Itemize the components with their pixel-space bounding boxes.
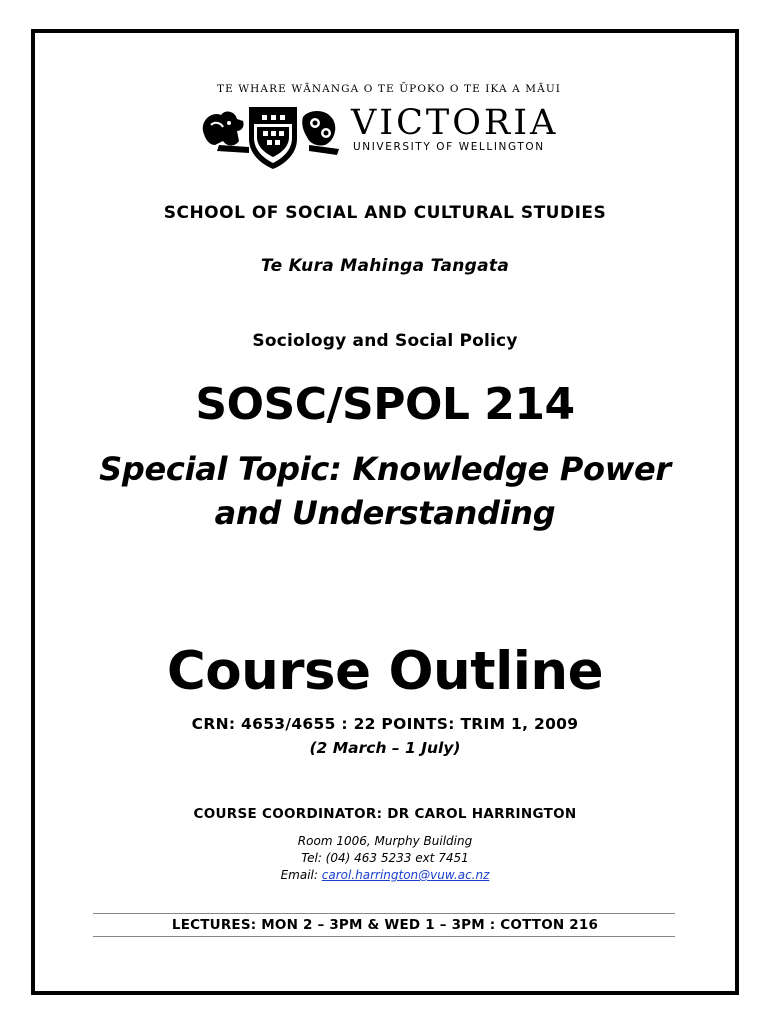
course-title-line2: and Understanding <box>214 494 556 532</box>
crn-line: CRN: 4653/4655 : 22 POINTS: TRIM 1, 2009 <box>191 715 579 733</box>
course-title <box>35 447 735 535</box>
programme-name: Sociology and Social Policy <box>252 331 518 351</box>
email-label: Email: <box>280 868 322 882</box>
coordinator-heading: COURSE COORDINATOR: DR CAROL HARRINGTON <box>193 806 577 822</box>
email-link[interactable]: carol.harrington@vuw.ac.nz <box>321 868 490 882</box>
school-name: SCHOOL OF SOCIAL AND CULTURAL STUDIES <box>163 203 607 223</box>
coordinator-contact <box>35 833 735 884</box>
coordinator-email-row <box>35 867 735 884</box>
course-dates: (2 March – 1 July) <box>309 739 461 757</box>
coordinator-room: Room 1006, Murphy Building <box>297 834 473 848</box>
university-crest-icon <box>199 101 347 171</box>
lectures-top-rule <box>93 913 675 914</box>
logo-tagline: TE WHARE WĀNANGA O TE ŪPOKO O TE IKA A MĀUI <box>216 83 562 95</box>
page-border <box>31 29 739 995</box>
logo-subtitle: UNIVERSITY OF WELLINGTON <box>353 141 545 153</box>
lectures-bottom-rule <box>93 936 675 937</box>
coordinator-tel: Tel: (04) 463 5233 ext 7451 <box>301 851 469 865</box>
university-logo <box>199 101 589 171</box>
school-maori-name: Te Kura Mahinga Tangata <box>260 256 510 276</box>
lectures-info: LECTURES: MON 2 – 3PM & WED 1 – 3PM : COTTON 216 <box>171 917 599 933</box>
course-code: SOSC/SPOL 214 <box>195 379 575 430</box>
logo-wordmark: VICTORIA <box>351 103 559 143</box>
course-title-line1: Special Topic: Knowledge Power <box>99 450 671 488</box>
document-title: Course Outline <box>166 641 604 702</box>
